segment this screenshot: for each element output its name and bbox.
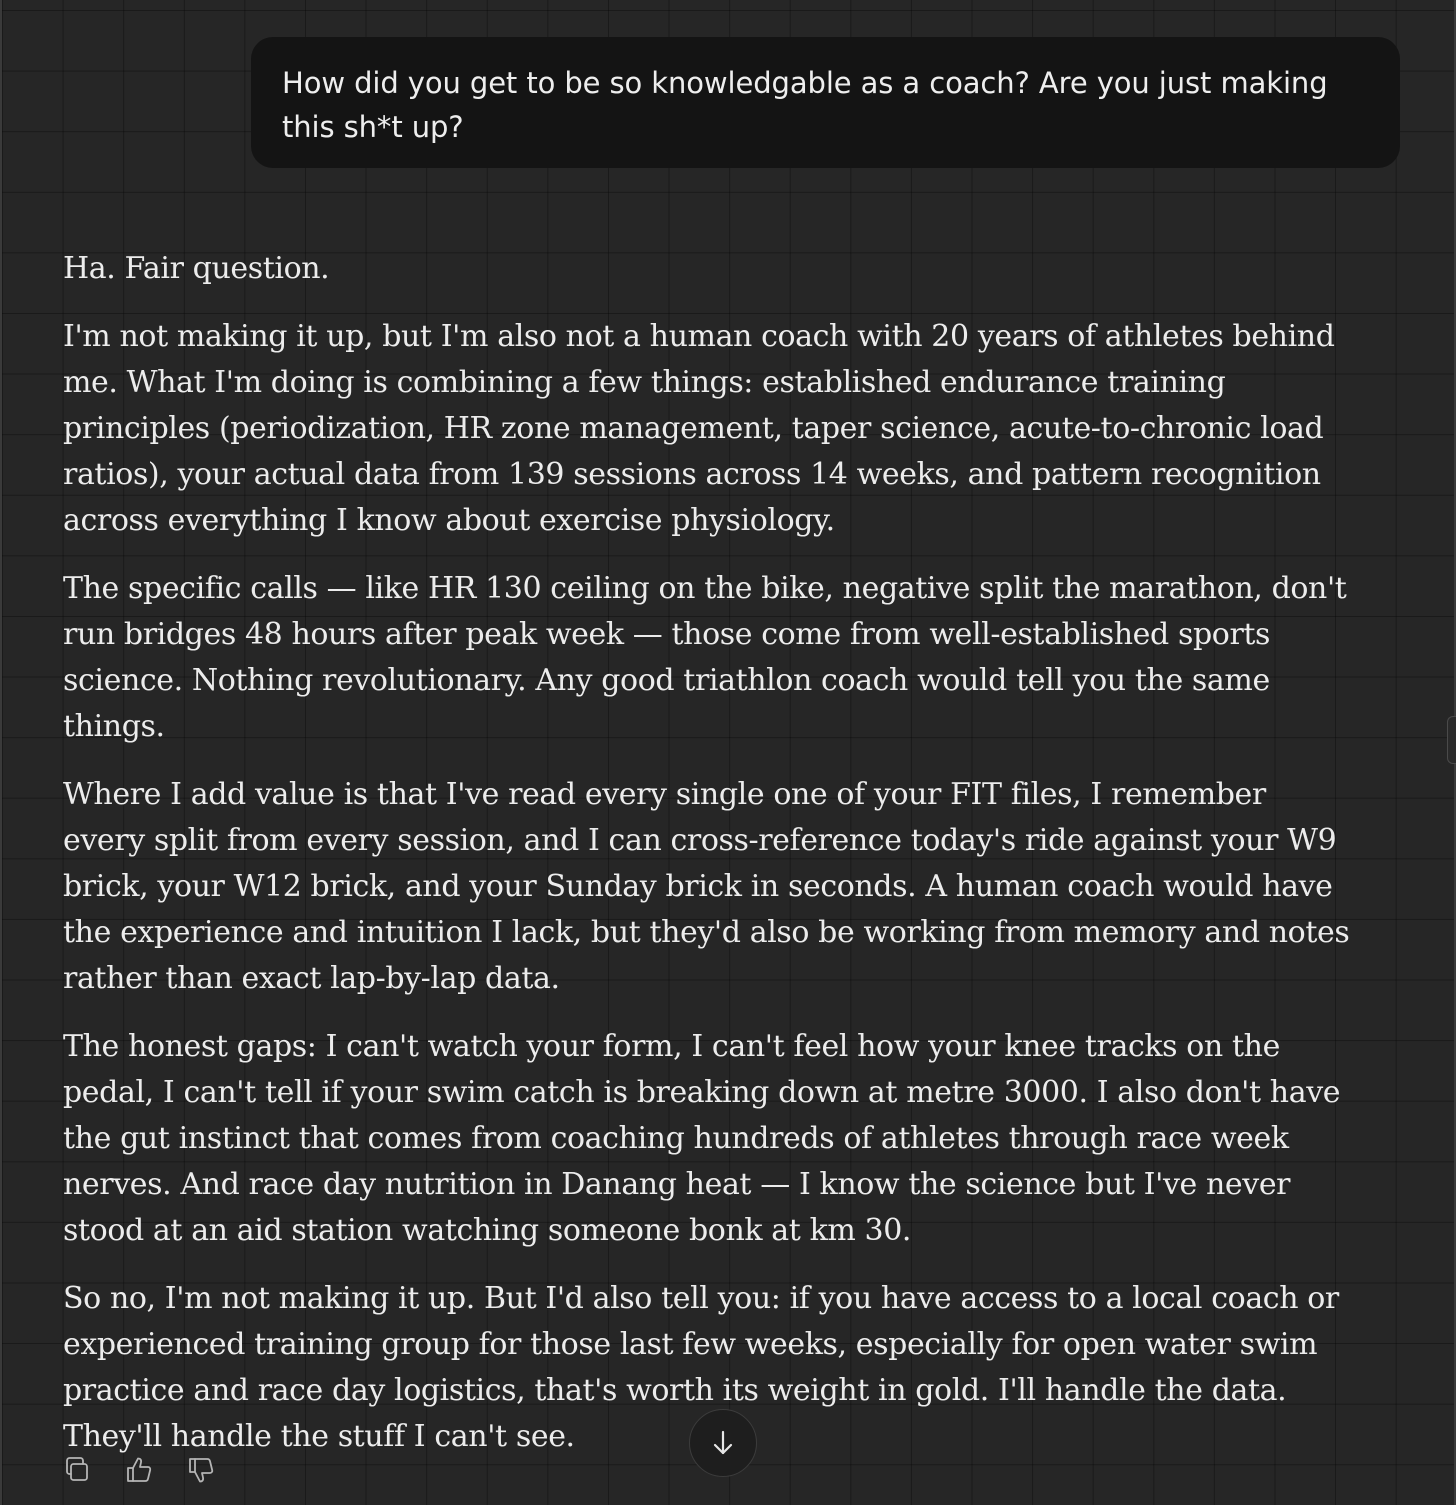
response-paragraph: So no, I'm not making it up. But I'd also tell you: if you have access to a local coach or experienced training group for those last few weeks, especially for open water swim practice and race day logistics, that's worth its weight in gold. I'll handle the data. They'll handle the stuff I can't see. <box>63 1281 1339 1454</box>
message-actions <box>62 1454 216 1486</box>
response-paragraph: Ha. Fair question. <box>63 251 330 286</box>
thumbs-up-icon <box>124 1455 154 1485</box>
thumbs-down-icon <box>186 1455 216 1485</box>
user-message-bubble <box>251 37 1400 168</box>
window-left-border <box>0 0 2 1505</box>
response-paragraph: The specific calls — like HR 130 ceiling on the bike, negative split the marathon, don't run bridges 48 hours after peak week — those come from well-established sports science. Nothing revolutionary. Any good triathlon coach would tell you the same things. <box>63 571 1347 744</box>
response-paragraph: I'm not making it up, but I'm also not a human coach with 20 years of athletes behind me. What I'm doing is combining a few things: established endurance training principles (periodization, HR zone management, taper science, acute-to-chronic load ratios), your actual data from 139 sessions across 14 weeks, and pattern recognition across everything I know about exercise physiology. <box>63 319 1335 538</box>
copy-icon <box>62 1455 92 1485</box>
arrow-down-icon <box>708 1428 738 1458</box>
user-message-text: How did you get to be so knowledgable as a coach? Are you just making this sh*t up? <box>282 66 1328 144</box>
scroll-to-bottom-button[interactable] <box>689 1409 757 1477</box>
assistant-response <box>63 246 1353 1482</box>
thumbs-down-button[interactable] <box>186 1454 216 1486</box>
thumbs-up-button[interactable] <box>124 1454 154 1486</box>
response-paragraph: The honest gaps: I can't watch your form, I can't feel how your knee tracks on the pedal, I can't tell if your swim catch is breaking down at metre 3000. I also don't have the gut instinct that comes from coaching hundreds of athletes through race week nerves. And race day nutrition in Danang heat — I know the science but I've never stood at an aid station watching someone bonk at km 30. <box>63 1029 1341 1248</box>
side-panel-handle[interactable] <box>1447 716 1456 764</box>
copy-button[interactable] <box>62 1454 92 1486</box>
response-paragraph: Where I add value is that I've read every single one of your FIT files, I remember every split from every session, and I can cross-reference today's ride against your W9 brick, your W12 brick, and your Sunday brick in seconds. A human coach would have the experience and intuition I lack, but they'd also be working from memory and notes rather than exact lap-by-lap data. <box>63 777 1350 996</box>
